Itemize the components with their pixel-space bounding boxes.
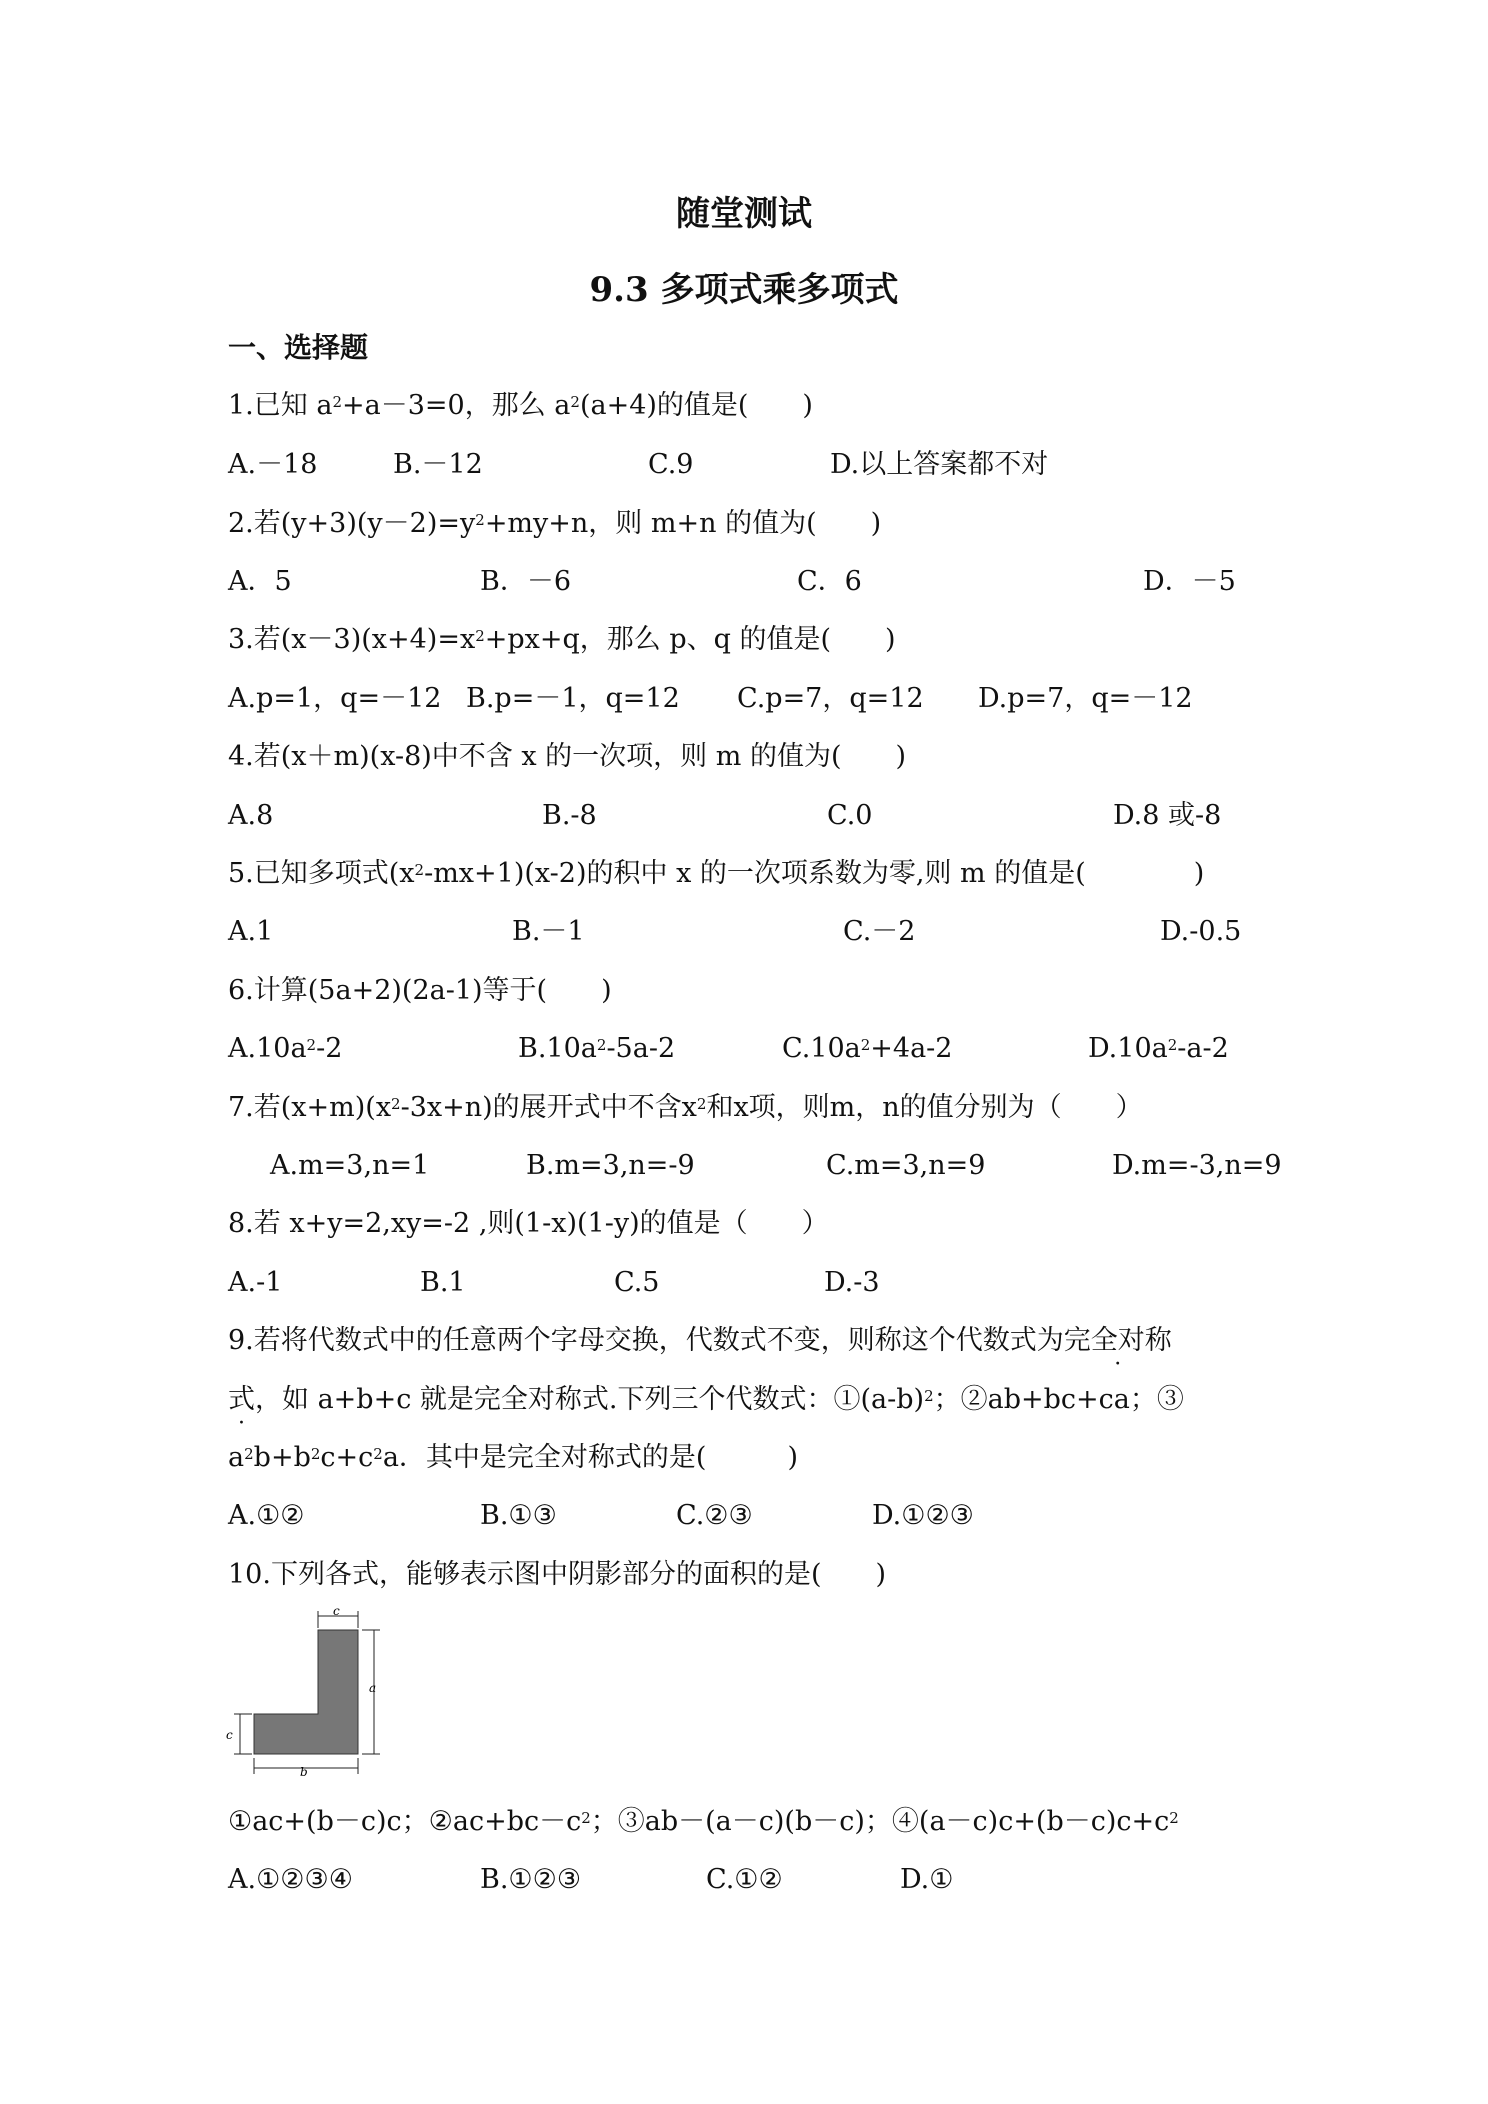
q5-option-a: A.1 — [228, 916, 274, 947]
q5-option-d: D.-0.5 — [1160, 916, 1242, 947]
q8-option-a: A.-1 — [228, 1267, 283, 1298]
q6-option-a: $A.10a^2-2$ — [228, 1033, 343, 1064]
question-4: 4.若(x＋m)(x-8)中不含 x 的一次项，则 m 的值为( ) — [228, 741, 907, 772]
q6-option-b: $B.10a^2-5a-2$ — [518, 1033, 676, 1064]
q1-option-a: A.－18 — [228, 449, 318, 480]
q5-option-c: C.－2 — [843, 916, 916, 947]
q8-option-b: B.1 — [420, 1267, 466, 1298]
q3-option-c: C.p=7，q=12 — [737, 683, 924, 714]
question-6: 6.计算(5a+2)(2a-1)等于( ) — [228, 975, 612, 1006]
q4-option-c: C.0 — [827, 800, 873, 831]
q8-option-d: D.-3 — [824, 1267, 880, 1298]
question-10: 10.下列各式，能够表示图中阴影部分的面积的是( ) — [228, 1559, 887, 1590]
q10-option-d: D.① — [900, 1864, 954, 1895]
question-3: 3.若$(x-3)(x+4)=x^2+px+q$，那么 p、q 的值是( ) — [228, 624, 896, 655]
q2-option-c: C．6 — [797, 566, 862, 597]
q6-option-c: $C.10a^2+4a-2$ — [782, 1033, 953, 1064]
q4-option-b: B.-8 — [542, 800, 597, 831]
label-c-top: c — [333, 1608, 340, 1618]
q7-option-d: D.m=-3,n=9 — [1112, 1150, 1282, 1181]
label-a: a — [369, 1681, 377, 1695]
q8-option-c: C.5 — [614, 1267, 660, 1298]
label-b: b — [300, 1765, 308, 1778]
q7-option-b: B.m=3,n=-9 — [526, 1150, 695, 1181]
section-heading: 一、选择题 — [228, 331, 369, 364]
page-title: 随堂测试 — [676, 194, 812, 234]
q4-option-d: D.8 或-8 — [1113, 800, 1222, 831]
q2-option-d: D．－5 — [1143, 566, 1236, 597]
q10-option-b: B.①②③ — [480, 1864, 582, 1895]
q9-option-d: D.①②③ — [872, 1500, 974, 1531]
q9-option-b: B.①③ — [480, 1500, 557, 1531]
emphasis-term: 完全对称 — [1063, 1325, 1172, 1356]
question-9-line-2: 式，如 a+b+c 就是完全对称式.下列三个代数式：$①(a-b)^2$；②ab+bc+ca；③ — [228, 1384, 1184, 1415]
question-5: 5.已知多项式$(x^2-mx+1)(x-2)$的积中 x 的一次项系数为零,则 m 的值是( ) — [228, 858, 1205, 889]
q3-option-d: D.p=7，q=－12 — [978, 683, 1193, 714]
shaded-region — [254, 1630, 358, 1754]
q4-option-a: A.8 — [228, 800, 274, 831]
shaded-l-figure — [222, 1608, 402, 1778]
question-9-line-1: 9.若将代数式中的任意两个字母交换，代数式不变，则称这个代数式为完全对称 — [228, 1323, 1172, 1359]
q3-option-a: A.p=1，q=－12 — [228, 683, 442, 714]
q7-option-c: C.m=3,n=9 — [826, 1150, 986, 1181]
q2-option-a: A．5 — [228, 566, 292, 597]
q1-option-c: C.9 — [648, 449, 694, 480]
question-1: 1.已知 $a^2+a-3=0$，那么 $a^2(a+4)$的值是( ) — [228, 390, 813, 421]
q6-option-d: $D.10a^2-a-2$ — [1088, 1033, 1229, 1064]
q10-option-c: C.①② — [706, 1864, 783, 1895]
question-9-line-3: $a^2b+b^2c+c^2a$．其中是完全对称式的是( ) — [228, 1442, 798, 1473]
q2-option-b: B．－6 — [480, 566, 572, 597]
q10-option-a: A.①②③④ — [228, 1864, 353, 1895]
q9-option-c: C.②③ — [676, 1500, 753, 1531]
question-2: 2.若$(y+3)(y-2)=y^2+my+n$，则 m+n 的值为( ) — [228, 508, 882, 539]
question-10-expressions: ①ac+(b－c)c；$②ac+bc-c^2$；③ab－(a－c)(b－c)；$④(a-c)c+(b-c)c+c^2$ — [228, 1806, 1179, 1837]
label-c-left: c — [226, 1728, 233, 1742]
question-8: 8.若 x+y=2,xy=-2 ,则(1-x)(1-y)的值是（ ） — [228, 1208, 829, 1239]
q1-option-b: B.－12 — [393, 449, 483, 480]
q9-option-a: A.①② — [228, 1500, 305, 1531]
q7-option-a: A.m=3,n=1 — [270, 1150, 430, 1181]
q1-option-d: D.以上答案都不对 — [830, 449, 1049, 480]
question-7: 7.若$(x+m)(x^2-3x+n)$的展开式中不含$x^2$和x项，则m，n的值分别为（ ） — [228, 1092, 1143, 1123]
page-subtitle: 9.3 多项式乘多项式 — [589, 270, 899, 310]
q3-option-b: B.p=－1，q=12 — [466, 683, 680, 714]
q5-option-b: B.－1 — [512, 916, 585, 947]
